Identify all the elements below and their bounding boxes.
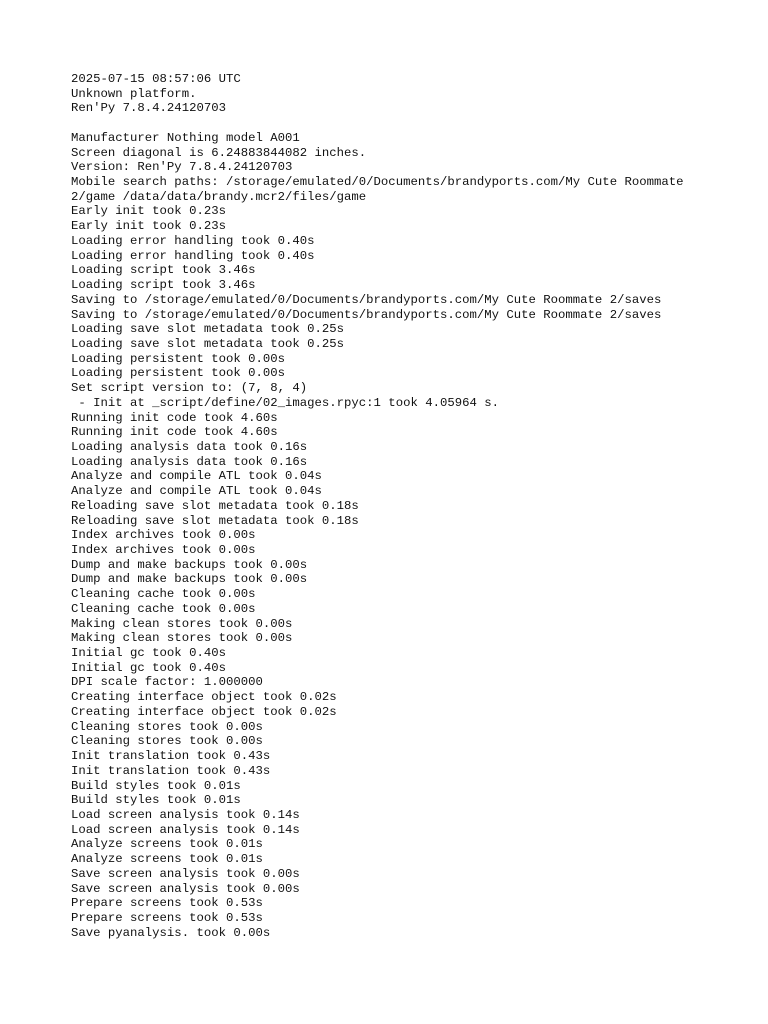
log-line: Build styles took 0.01s xyxy=(71,778,241,793)
log-line: Saving to /storage/emulated/0/Documents/brandyports.com/My Cute Roommate 2/saves xyxy=(71,292,662,307)
log-line: Load screen analysis took 0.14s xyxy=(71,807,300,822)
log-line: Cleaning stores took 0.00s xyxy=(71,734,263,749)
log-line: Making clean stores took 0.00s xyxy=(71,631,293,646)
log-line: Cleaning cache took 0.00s xyxy=(71,601,256,616)
log-line: Dump and make backups took 0.00s xyxy=(71,557,308,572)
log-line: Analyze and compile ATL took 0.04s xyxy=(71,484,322,499)
log-line: Save screen analysis took 0.00s xyxy=(71,881,300,896)
log-line: Version: Ren'Py 7.8.4.24120703 xyxy=(71,160,293,175)
log-line: Making clean stores took 0.00s xyxy=(71,616,293,631)
log-line: Analyze screens took 0.01s xyxy=(71,837,263,852)
log-line: Cleaning stores took 0.00s xyxy=(71,719,263,734)
log-line: Index archives took 0.00s xyxy=(71,543,256,557)
log-line: Reloading save slot metadata took 0.18s xyxy=(71,498,359,513)
log-line: Analyze and compile ATL took 0.04s xyxy=(71,469,322,484)
log-line: Early init took 0.23s xyxy=(71,219,226,234)
log-line: Loading script took 3.46s xyxy=(71,263,256,278)
log-line xyxy=(71,116,751,131)
log-line: Screen diagonal is 6.24883844082 inches. xyxy=(71,145,367,160)
log-line: 2/game /data/data/brandy.mcr2/files/game xyxy=(71,189,367,204)
log-line: Unknown platform. xyxy=(71,86,197,101)
log-line: Dump and make backups took 0.00s xyxy=(71,572,308,587)
log-line: Initial gc took 0.40s xyxy=(71,660,226,675)
log-line: Mobile search paths: /storage/emulated/0/Documents/brandyports.com/My Cute Roommate xyxy=(71,175,684,190)
log-line: Initial gc took 0.40s xyxy=(71,646,226,661)
log-line: Loading script took 3.46s xyxy=(71,278,256,293)
log-line: Cleaning cache took 0.00s xyxy=(71,587,256,602)
log-line: Loading persistent took 0.00s xyxy=(71,366,286,381)
log-line: Loading error handling took 0.40s xyxy=(71,248,315,263)
log-line: Prepare screens took 0.53s xyxy=(71,910,263,925)
log-line: Loading analysis data took 0.16s xyxy=(71,454,308,469)
log-line: Ren'Py 7.8.4.24120703 xyxy=(71,101,226,116)
log-line: Set script version to: (7, 8, 4) xyxy=(71,381,308,396)
log-line: Index archives took 0.00s xyxy=(71,528,256,543)
log-text-block xyxy=(71,72,751,940)
log-line: Prepare screens took 0.53s xyxy=(71,896,263,911)
log-line: Loading save slot metadata took 0.25s xyxy=(71,322,345,337)
log-line: Load screen analysis took 0.14s xyxy=(71,822,300,837)
log-line: Reloading save slot metadata took 0.18s xyxy=(71,513,359,528)
log-line: Save pyanalysis. took 0.00s xyxy=(71,925,271,940)
log-line: Creating interface object took 0.02s xyxy=(71,704,337,719)
log-line: Analyze screens took 0.01s xyxy=(71,852,263,867)
log-line: Loading analysis data took 0.16s xyxy=(71,439,308,454)
log-line: - Init at _script/define/02_images.rpyc:1 took 4.05964 s. xyxy=(71,395,500,410)
log-line: Build styles took 0.01s xyxy=(71,793,241,808)
log-line: DPI scale factor: 1.000000 xyxy=(71,675,263,690)
log-line: Loading error handling took 0.40s xyxy=(71,233,315,248)
log-line: Running init code took 4.60s xyxy=(71,425,278,440)
log-line: Init translation took 0.43s xyxy=(71,749,271,764)
log-line: Save screen analysis took 0.00s xyxy=(71,866,300,881)
log-line: Saving to /storage/emulated/0/Documents/brandyports.com/My Cute Roommate 2/saves xyxy=(71,307,662,322)
log-line: Running init code took 4.60s xyxy=(71,410,278,425)
log-line: 2025-07-15 08:57:06 UTC xyxy=(71,72,241,86)
log-line: Loading persistent took 0.00s xyxy=(71,351,286,366)
log-line: Manufacturer Nothing model A001 xyxy=(71,130,300,145)
log-line: Creating interface object took 0.02s xyxy=(71,690,337,705)
log-line: Loading save slot metadata took 0.25s xyxy=(71,336,345,351)
log-line: Init translation took 0.43s xyxy=(71,763,271,778)
log-line: Early init took 0.23s xyxy=(71,204,226,219)
